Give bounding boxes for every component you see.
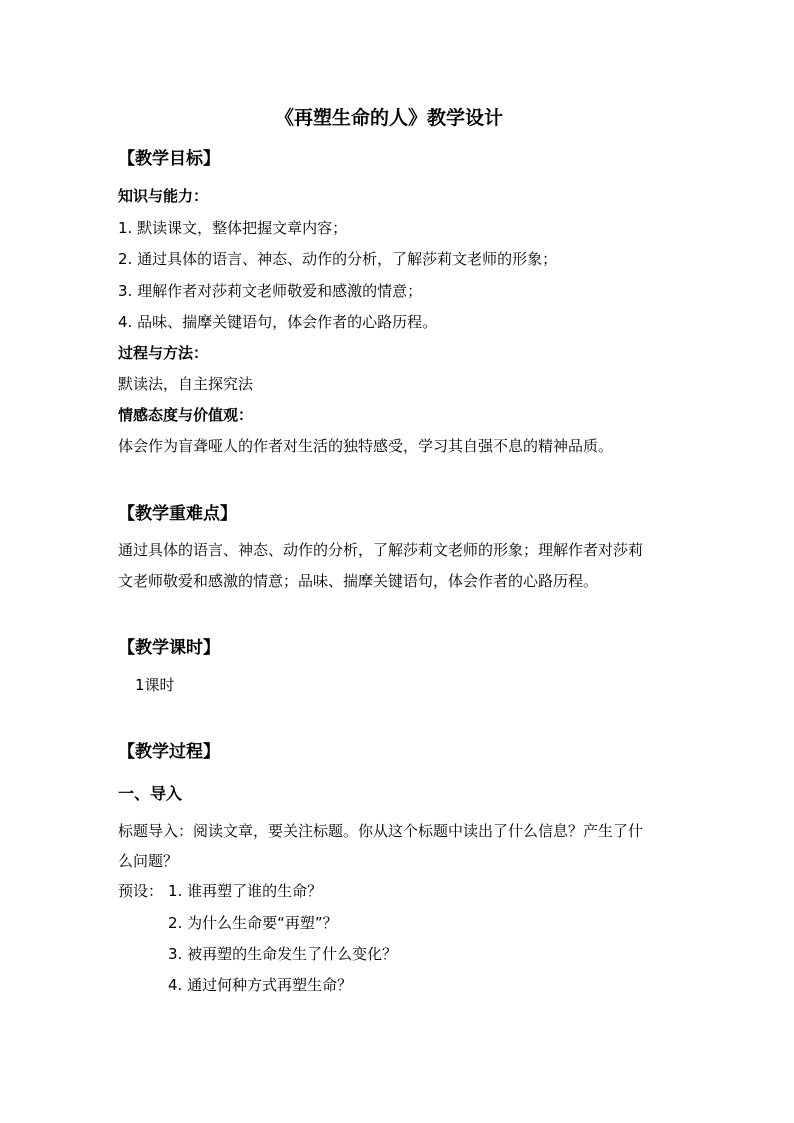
preset-item: 1. 谁再塑了谁的生命？: [168, 882, 323, 900]
step1-intro-line: 标题导入：阅读文章，要关注标题。你从这个标题中读出了什么信息？产生了什: [118, 822, 644, 840]
key-points-line: 文老师敬爱和感激的情意；品味、揣摩关键语句，体会作者的心路历程。: [118, 572, 599, 590]
preset-item: 2. 为什么生命要“再塑”？: [168, 914, 338, 932]
process-heading: 【教学过程】: [118, 742, 220, 762]
objectives-heading: 【教学目标】: [118, 149, 220, 169]
page-title: 《再塑生命的人》教学设计: [275, 107, 504, 129]
knowledge-item: 2. 通过具体的语言、神态、动作的分析，了解莎莉文老师的形象；: [118, 250, 558, 268]
step1-title: 一、导入: [118, 784, 183, 803]
key-points-line: 通过具体的语言、神态、动作的分析，了解莎莉文老师的形象；理解作者对莎莉: [118, 541, 644, 559]
hours-heading: 【教学课时】: [118, 638, 220, 658]
emotion-text: 体会作为盲聋哑人的作者对生活的独特感受，学习其自强不息的精神品质。: [118, 437, 614, 455]
knowledge-item: 4. 品味、揣摩关键语句，体会作者的心路历程。: [118, 313, 438, 331]
process-method-text: 默读法，自主探究法: [118, 375, 254, 393]
preset-item: 4. 通过何种方式再塑生命？: [168, 976, 353, 994]
preset-item: 3. 被再塑的生命发生了什么变化？: [168, 945, 398, 963]
emotion-label: 情感态度与价值观：: [118, 406, 254, 424]
knowledge-item: 3. 理解作者对莎莉文老师敬爱和感激的情意；: [118, 282, 423, 300]
hours-text: 1课时: [135, 676, 175, 694]
knowledge-item: 1. 默读课文，整体把握文章内容；: [118, 219, 348, 237]
step1-intro-line: 么问题？: [118, 852, 179, 870]
key-points-heading: 【教学重难点】: [118, 504, 237, 524]
process-method-label: 过程与方法：: [118, 344, 209, 362]
knowledge-label: 知识与能力：: [118, 187, 209, 205]
preset-label: 预设：: [118, 882, 164, 900]
